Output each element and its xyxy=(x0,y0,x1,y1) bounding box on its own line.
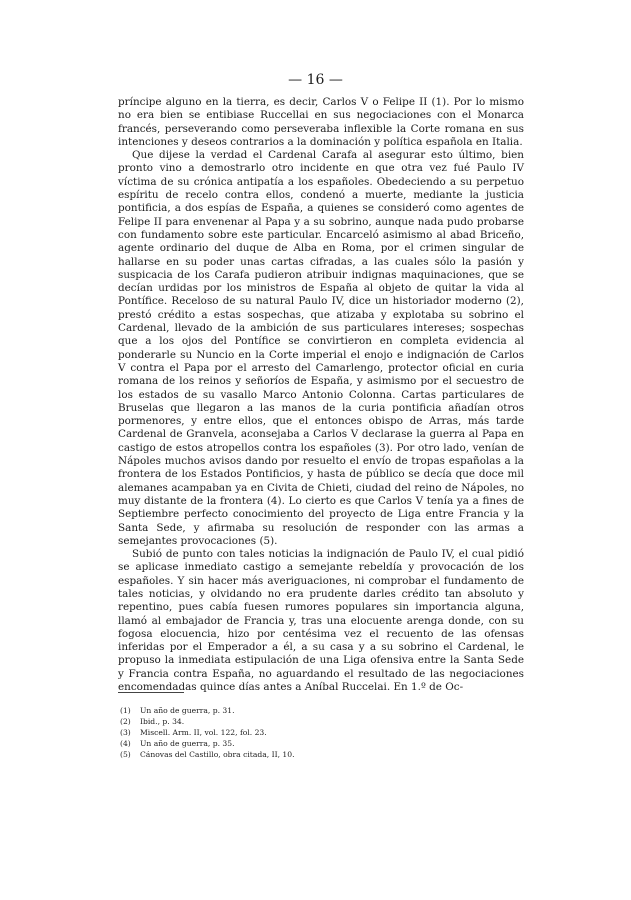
footnote-text: Miscell. Arm. II, vol. 122, fol. 23. xyxy=(140,728,267,737)
footnote-rule xyxy=(118,692,184,693)
footnote-text: Ibid., p. 34. xyxy=(140,717,185,726)
page-number: — 16 — xyxy=(288,72,343,88)
footnote xyxy=(120,727,420,738)
footnotes xyxy=(120,705,420,760)
footnote-number: (5) xyxy=(120,750,131,759)
footnote-number: (4) xyxy=(120,739,131,748)
paragraph: Subió de punto con tales noticias la indignación de Paulo IV, el cual pidió se aplicase inmediato castigo a semejante rebeldía y provocación de los españoles. Y sin hacer más averiguaciones, ni comprobar el fundamento de tales noticias, y olvidando no era prudente darles crédito tan absoluto y repentino, pues cabía fuesen rumores populares sin importancia alguna, llamó al embajador de Francia y, tras una elocuente arenga donde, con su fogosa elocuencia, hizo por centésima vez el recuento de las ofensas inferidas por el Emperador a él, a su casa y a su sobrino el Cardenal, le propuso la inmediata estipulación de una Liga ofensiva entre la Santa Sede y Francia contra España, no aguardando el resultado de las negociaciones encomendadas quince días antes a Aníbal Ruccelai. En 1.º de Oc- xyxy=(118,548,524,694)
footnote xyxy=(120,716,420,727)
footnote-text: Cánovas del Castillo, obra citada, II, 10. xyxy=(140,750,295,759)
footnote-text: Un año de guerra, p. 31. xyxy=(140,706,235,715)
footnote-number: (2) xyxy=(120,717,131,726)
footnote xyxy=(120,749,420,760)
paragraph: príncipe alguno en la tierra, es decir, Carlos V o Felipe II (1). Por lo mismo no era bien se entibiase Ruccellai en sus negociaciones con el Monarca francés, perseverando como perseveraba inflexible la Corte romana en sus intenciones y deseos contrarios a la dominación y política española en Italia. xyxy=(118,96,524,148)
footnote xyxy=(120,738,420,749)
paragraph: Que dijese la verdad el Cardenal Carafa al asegurar esto último, bien pronto vino a demostrarlo otro incidente en que otra vez fué Paulo IV víctima de su crónica antipatía a los españoles. Obedeciendo a su perpetuo espíritu de recelo contra ellos, condenó a muerte, mediante la justicia pontificia, a dos espías de España, a quienes se consideró como agentes de Felipe II para envenenar al Papa y a su sobrino, aunque nada pudo probarse con fundamento sobre este particular. Encarceló asimismo al abad Briceño, agente ordinario del duque de Alba en Roma, por el crimen singular de hallarse en su poder unas cartas cifradas, a las cuales sólo la pasión y suspicacia de los Carafa pudieron atribuir indignas maquinaciones, que se decían urdidas por los ministros de España al objeto de quitar la vida al Pontífice. Receloso de su natural Paulo IV, dice un historiador moderno (2), prestó crédito a estas sospechas, que atizaba y explotaba su sobrino el Cardenal, llevado de la ambición de sus particulares intereses; sospechas que a los ojos del Pontífice se convirtieron en completa evidencia al ponderarle su Nuncio en la Corte imperial el enojo e indignación de Carlos V contra el Papa por el arresto del Camarlengo, protector oficial en curia romana de los reinos y señoríos de España, y asimismo por el secuestro de los estados de su vasallo Marco Antonio Colonna. Cartas particulares de Bruselas que llegaron a las manos de la curia pontificia añadían otros pormenores, y entre ellos, que el entonces obispo de Arras, más tarde Cardenal de Granvela, aconsejaba a Carlos V declarase la guerra al Papa en castigo de estos atropellos contra los españoles (3). Por otro lado, venían de Nápoles muchos avisos dando por resuelto el envío de tropas españolas a la frontera de los Estados Pontificios, y hasta de público se decía que doce mil alemanes acampaban ya en Civita de Chieti, ciudad del reino de Nápoles, no muy distante de la frontera (4). Lo cierto es que Carlos V tenía ya a fines de Septiembre perfecto conocimiento del proyecto de Liga entre Francia y la Santa Sede, y afirmaba su resolución de responder con las armas a semejantes provocaciones (5). xyxy=(118,149,524,547)
footnote-text: Un año de guerra, p. 35. xyxy=(140,739,235,748)
footnote xyxy=(120,705,420,716)
footnote-number: (1) xyxy=(120,706,131,715)
body-text xyxy=(118,96,524,694)
footnote-number: (3) xyxy=(120,728,131,737)
